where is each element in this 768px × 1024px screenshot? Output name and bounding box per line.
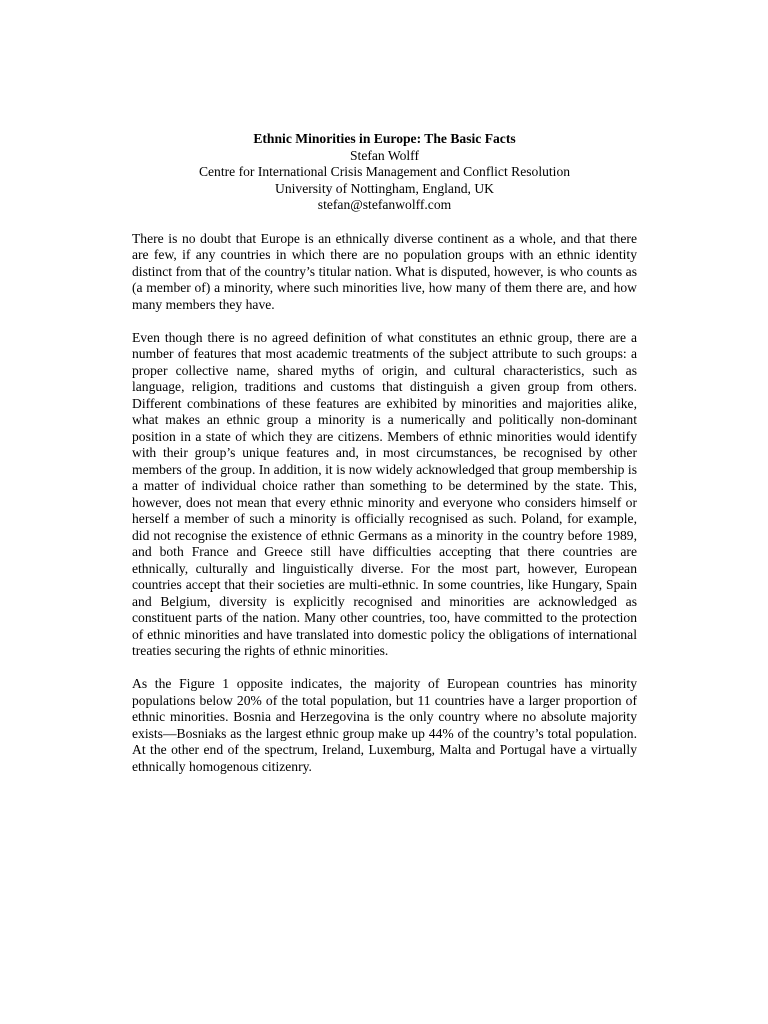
body-paragraph-2: Even though there is no agreed definition of what constitutes an ethnic group, there are a number of features that most academic treatments of the subject attribute to such groups: a proper collective name, shared myths of origin, and cultural characteristics, such as language, religion, traditions and customs that distinguish a given group from others. Different combinations of these features are exhibited by minorities and majorities alike, what makes an ethnic group a minority is a numerically and politically non-dominant position in a state of which they are citizens. Members of ethnic minorities would identify with their group’s unique features and, in most circumstances, be recognised by other members of the group. In addition, it is now widely acknowledged that group membership is a matter of individual choice rather than something to be determined by the state. This, however, does not mean that every ethnic minority and everyone who considers himself or herself a member of such a minority is officially recognised as such. Poland, for example, did not recognise the existence of ethnic Germans as a minority in the country before 1989, and both France and Greece still have difficulties accepting that there countries are ethnically, culturally and linguistically diverse. For the most part, however, European countries accept that their societies are multi-ethnic. In some countries, like Hungary, Spain and Belgium, diversity is explicitly recognised and minorities are acknowledged as constituent parts of the nation. Many other countries, too, have committed to the protection of ethnic minorities and have translated into domestic policy the obligations of international treaties securing the rights of ethnic minorities. <box>132 329 637 658</box>
author-institution: University of Nottingham, England, UK <box>275 180 494 196</box>
body-paragraph-3: As the Figure 1 opposite indicates, the majority of European countries has minority populations below 20% of the total population, but 11 countries have a larger proportion of ethnic minorities. Bosnia and Herzegovina is the only country where no absolute majority exists—Bosniaks as the largest ethnic group make up 44% of the country’s total population. At the other end of the spectrum, Ireland, Luxemburg, Malta and Portugal have a virtually ethnically homogenous citizenry. <box>132 676 637 774</box>
document-title: Ethnic Minorities in Europe: The Basic Facts <box>253 131 516 146</box>
author-affiliation: Centre for International Crisis Management and Conflict Resolution <box>198 164 571 179</box>
body-paragraph-1: There is no doubt that Europe is an ethnically diverse continent as a whole, and that there are few, if any countries in which there are no population groups with an ethnic identity distinct from that of the country’s titular nation. What is disputed, however, is who counts as (a member of) a minority, where such minorities live, how many of them there are, and how many members they have. <box>132 230 637 312</box>
author-name: Stefan Wolff <box>349 147 419 163</box>
document-page <box>132 131 637 792</box>
author-email: stefan@stefanwolff.com <box>317 197 452 212</box>
document-header <box>132 131 637 214</box>
